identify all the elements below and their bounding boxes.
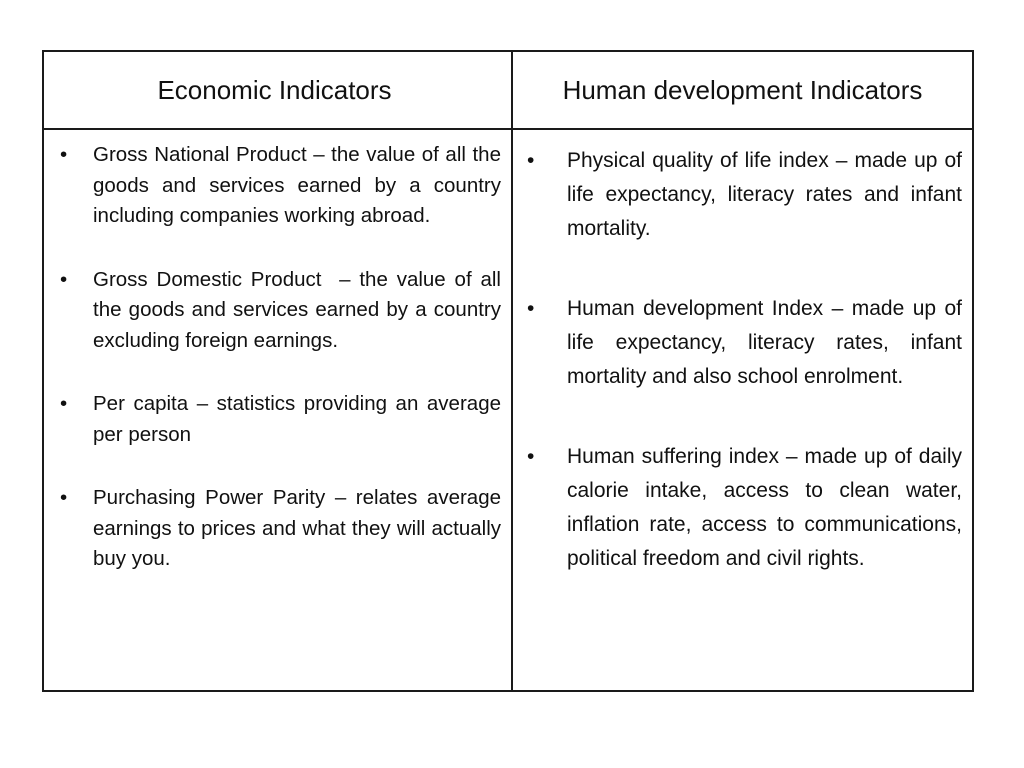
bullet-icon: • xyxy=(527,445,535,468)
list-item-text: Human suffering index – made up of daily calorie intake, access to clean water, inflation rate, access to communications, political freedom and civil rights. xyxy=(567,445,962,570)
bullet-icon: • xyxy=(60,143,68,166)
human-development-indicators-header xyxy=(513,52,972,130)
list-item xyxy=(519,292,962,394)
bullet-icon: • xyxy=(527,149,535,172)
economic-indicators-list xyxy=(48,140,507,575)
economic-indicators-header xyxy=(44,52,513,130)
bullet-icon: • xyxy=(527,297,535,320)
list-item-text: Per capita – statistics providing an average per person xyxy=(93,392,501,446)
economic-indicators-header-text: Economic Indicators xyxy=(157,74,392,105)
list-item-text: Human development Index – made up of life expectancy, literacy rates, infant mortality and also school enrolment. xyxy=(567,297,962,388)
bullet-icon: • xyxy=(60,392,68,415)
bullet-icon: • xyxy=(60,267,68,291)
indicator-comparison-table xyxy=(42,50,974,692)
list-item xyxy=(519,144,962,246)
list-item-text: Physical quality of life index – made up of life expectancy, literacy rates and infant mortality. xyxy=(567,149,962,240)
list-item xyxy=(519,440,962,576)
human-development-indicators-list xyxy=(519,144,962,576)
list-item-text: Gross Domestic Product – the value of all the goods and services earned by a country excluding foreign earnings. xyxy=(93,267,507,352)
list-item xyxy=(48,389,501,450)
list-item-text: Gross National Product – the value of all the goods and services earned by a country including companies working abroad. xyxy=(93,143,501,227)
list-item-text: Purchasing Power Parity – relates average earnings to prices and what they will actually buy you. xyxy=(93,486,501,570)
list-item xyxy=(48,140,501,232)
economic-indicators-cell xyxy=(44,130,513,690)
human-development-indicators-header-text: Human development Indicators xyxy=(562,74,923,105)
bullet-icon: • xyxy=(60,486,68,509)
list-item xyxy=(48,483,501,575)
list-item xyxy=(48,265,507,357)
human-development-indicators-cell xyxy=(513,130,972,690)
